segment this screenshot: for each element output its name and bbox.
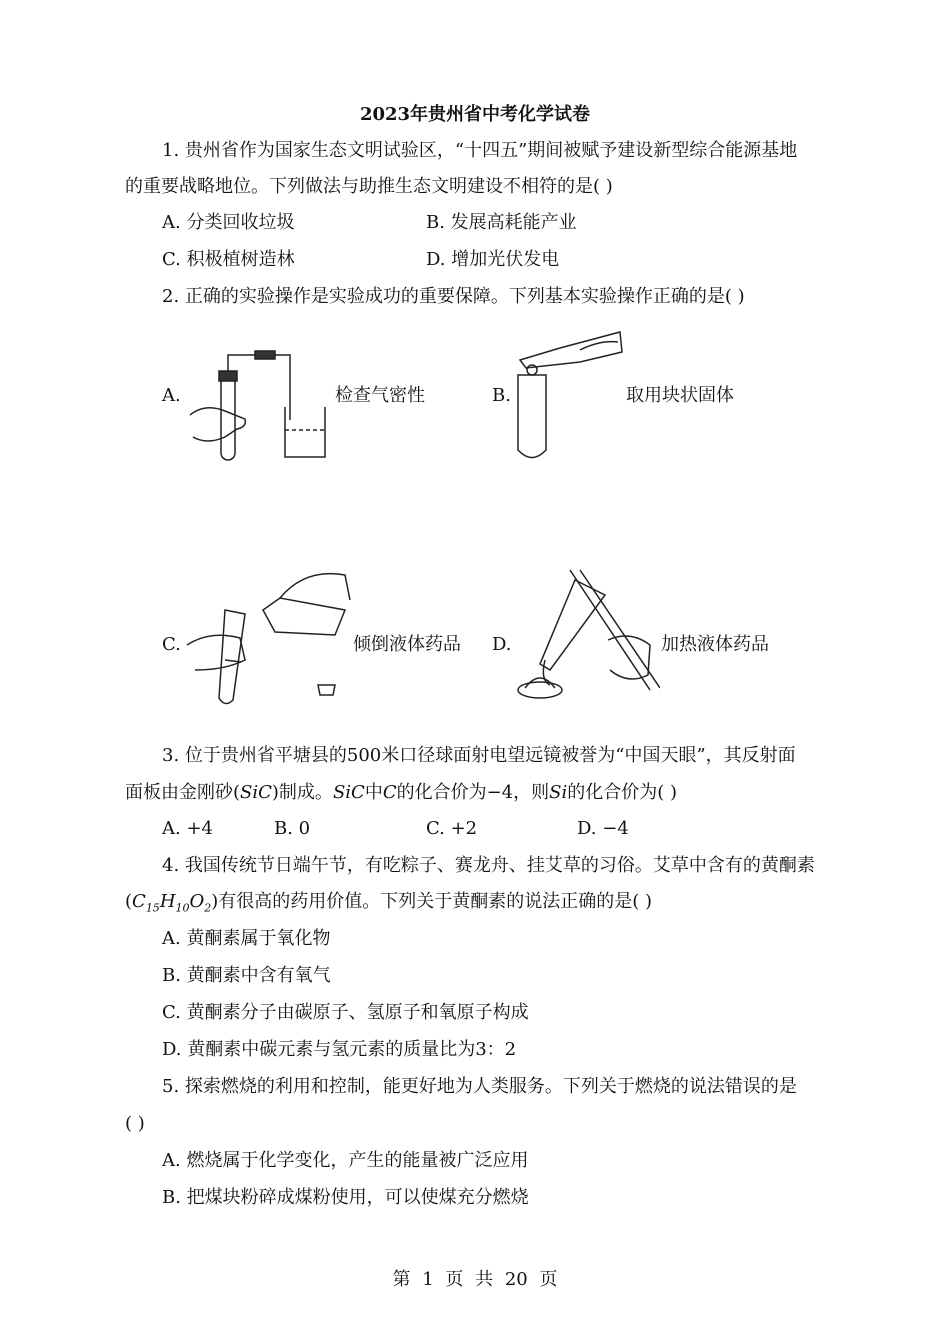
q5-option-a[interactable]: A. 燃烧属于化学变化，产生的能量被广泛应用 bbox=[162, 1150, 529, 1171]
q3-option-c[interactable]: C. +2 bbox=[426, 818, 478, 839]
q5-stem-line2: ( ) bbox=[125, 1113, 145, 1134]
q1-option-c[interactable]: C. 积极植树造林 bbox=[162, 249, 295, 270]
q2-option-c-caption: 倾倒液体药品 bbox=[353, 634, 461, 655]
q4-stem-line1: 4. 我国传统节日端午节，有吃粽子、赛龙舟、挂艾草的习俗。艾草中含有的黄酮素 bbox=[162, 855, 815, 876]
q3-stem-line1: 3. 位于贵州省平塘县的500米口径球面射电望远镜被誉为“中国天眼”，其反射面 bbox=[162, 745, 796, 766]
sic-formula: SiC bbox=[332, 782, 365, 803]
q2-option-d-caption: 加热液体药品 bbox=[661, 634, 769, 655]
sic-formula: SiC bbox=[240, 782, 272, 803]
q2-option-d-letter[interactable]: D. bbox=[492, 634, 512, 655]
q1-option-b[interactable]: B. 发展高耗能产业 bbox=[426, 212, 577, 233]
q3-stem-line2: 面板由金刚砂(SiC)制成。SiC中C的化合价为−4，则Si的化合价为( ) bbox=[125, 782, 678, 803]
q1-option-d[interactable]: D. 增加光伏发电 bbox=[426, 249, 560, 270]
q3-option-b[interactable]: B. 0 bbox=[274, 818, 311, 839]
q5-stem-line1: 5. 探索燃烧的利用和控制，能更好地为人类服务。下列关于燃烧的说法错误的是 bbox=[162, 1076, 797, 1097]
silicon-symbol: Si bbox=[549, 782, 568, 803]
take-solid-figure bbox=[510, 320, 630, 465]
page-title: 2023年贵州省中考化学试卷 bbox=[359, 104, 591, 125]
q1-stem-line2: 的重要战略地位。下列做法与助推生态文明建设不相符的是( ) bbox=[125, 176, 613, 197]
page-footer: 第 1 页 共 20 页 bbox=[392, 1269, 558, 1290]
q4-option-c[interactable]: C. 黄酮素分子由碳原子、氢原子和氧原子构成 bbox=[162, 1002, 529, 1023]
flavone-formula: $C_{15}H_{10}O_2$ bbox=[132, 891, 212, 915]
q4-stem-line2: $(C_{15}H_{10}O_2)$有很高的药用价值。下列关于黄酮素的说法正确的是( ) bbox=[125, 891, 653, 915]
q2-option-b-caption: 取用块状固体 bbox=[626, 385, 734, 406]
carbon-symbol: C bbox=[382, 782, 397, 803]
q3-option-d[interactable]: D. −4 bbox=[577, 818, 629, 839]
q4-option-d[interactable]: D. 黄酮素中碳元素与氢元素的质量比为3：2 bbox=[162, 1039, 517, 1060]
q2-option-a-caption: 检查气密性 bbox=[335, 385, 425, 406]
q4-option-a[interactable]: A. 黄酮素属于氧化物 bbox=[162, 928, 331, 949]
q5-option-b[interactable]: B. 把煤块粉碎成煤粉使用，可以使煤充分燃烧 bbox=[162, 1187, 529, 1208]
heat-liquid-figure bbox=[510, 560, 660, 710]
q1-option-a[interactable]: A. 分类回收垃圾 bbox=[162, 212, 295, 233]
q2-option-a-letter[interactable]: A. bbox=[162, 385, 181, 406]
q1-stem-line1: 1. 贵州省作为国家生态文明试验区，“十四五”期间被赋予建设新型综合能源基地 bbox=[162, 140, 798, 161]
q2-option-b-letter[interactable]: B. bbox=[492, 385, 511, 406]
q4-option-b[interactable]: B. 黄酮素中含有氧气 bbox=[162, 965, 331, 986]
airtightness-check-figure bbox=[185, 345, 345, 465]
q2-stem-line1: 2. 正确的实验操作是实验成功的重要保障。下列基本实验操作正确的是( ) bbox=[162, 286, 745, 307]
q2-option-c-letter[interactable]: C. bbox=[162, 634, 181, 655]
pour-liquid-figure bbox=[185, 560, 355, 710]
q3-option-a[interactable]: A. +4 bbox=[162, 818, 213, 839]
